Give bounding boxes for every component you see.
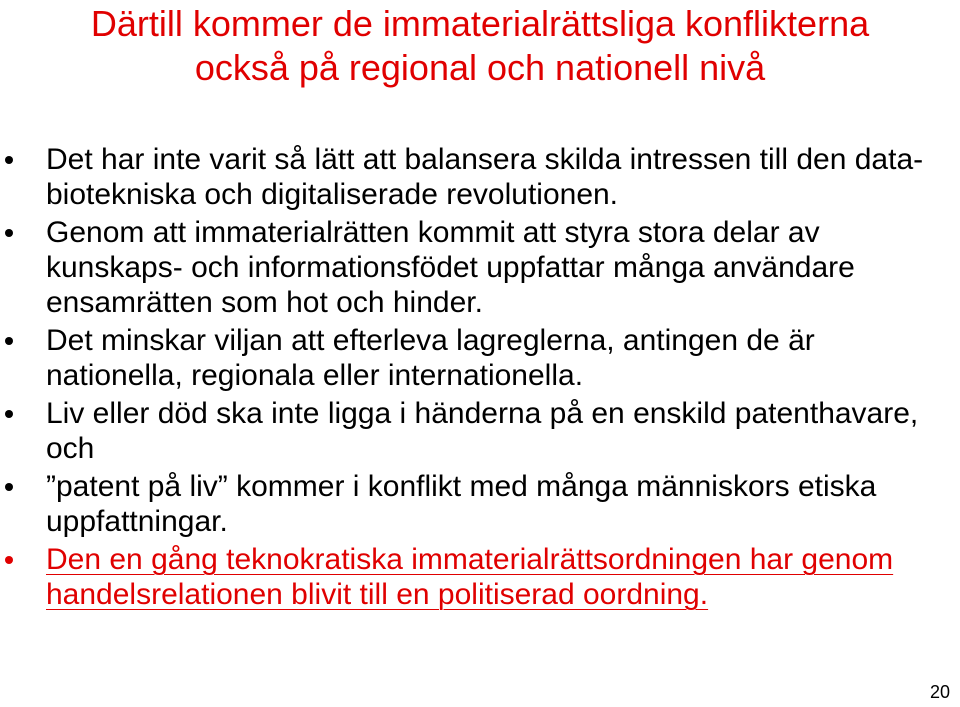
slide-title-line-2: också på regional och nationell nivå [194,47,766,88]
bullet-item [0,323,960,393]
bullet-item [0,142,960,212]
bullet-text: Den en gång teknokratiska immaterialrättsordningen har genom handelsrelationen blivit till en politiserad oordning. [46,543,894,611]
bullet-text: ”patent på liv” kommer i konflikt med många människors etiska uppfattningar. [46,470,877,538]
bullet-text: Genom att immaterialrätten kommit att styra stora delar av kunskaps- och informationsfödet uppfattar många användare ensamrätten som hot och hinder. [46,216,855,319]
bullet-text: Det minskar viljan att efterleva lagreglerna, antingen de är nationella, regionala eller internationella. [46,324,815,392]
bullet-dot-icon [5,556,13,564]
bullet-dot-icon [5,483,13,491]
bullet-item [0,396,960,466]
bullet-dot-icon [5,410,13,418]
bullet-item-highlighted [0,542,960,612]
bullet-item [0,215,960,320]
page-number: 20 [929,682,950,702]
bullet-dot-icon [5,229,13,237]
bullet-text: Liv eller död ska inte ligga i händerna på en enskild patenthavare, och [46,397,919,465]
slide-title-line-1: Därtill kommer de immaterialrättsliga konflikterna [90,3,870,44]
slide-title [0,2,960,90]
bullet-text: Det har inte varit så lätt att balansera skilda intressen till den data- biotekniska och digitaliserade revolutionen. [46,143,924,211]
bullet-dot-icon [5,156,13,164]
bullet-dot-icon [5,337,13,345]
bullet-list [0,142,960,615]
bullet-item [0,469,960,539]
